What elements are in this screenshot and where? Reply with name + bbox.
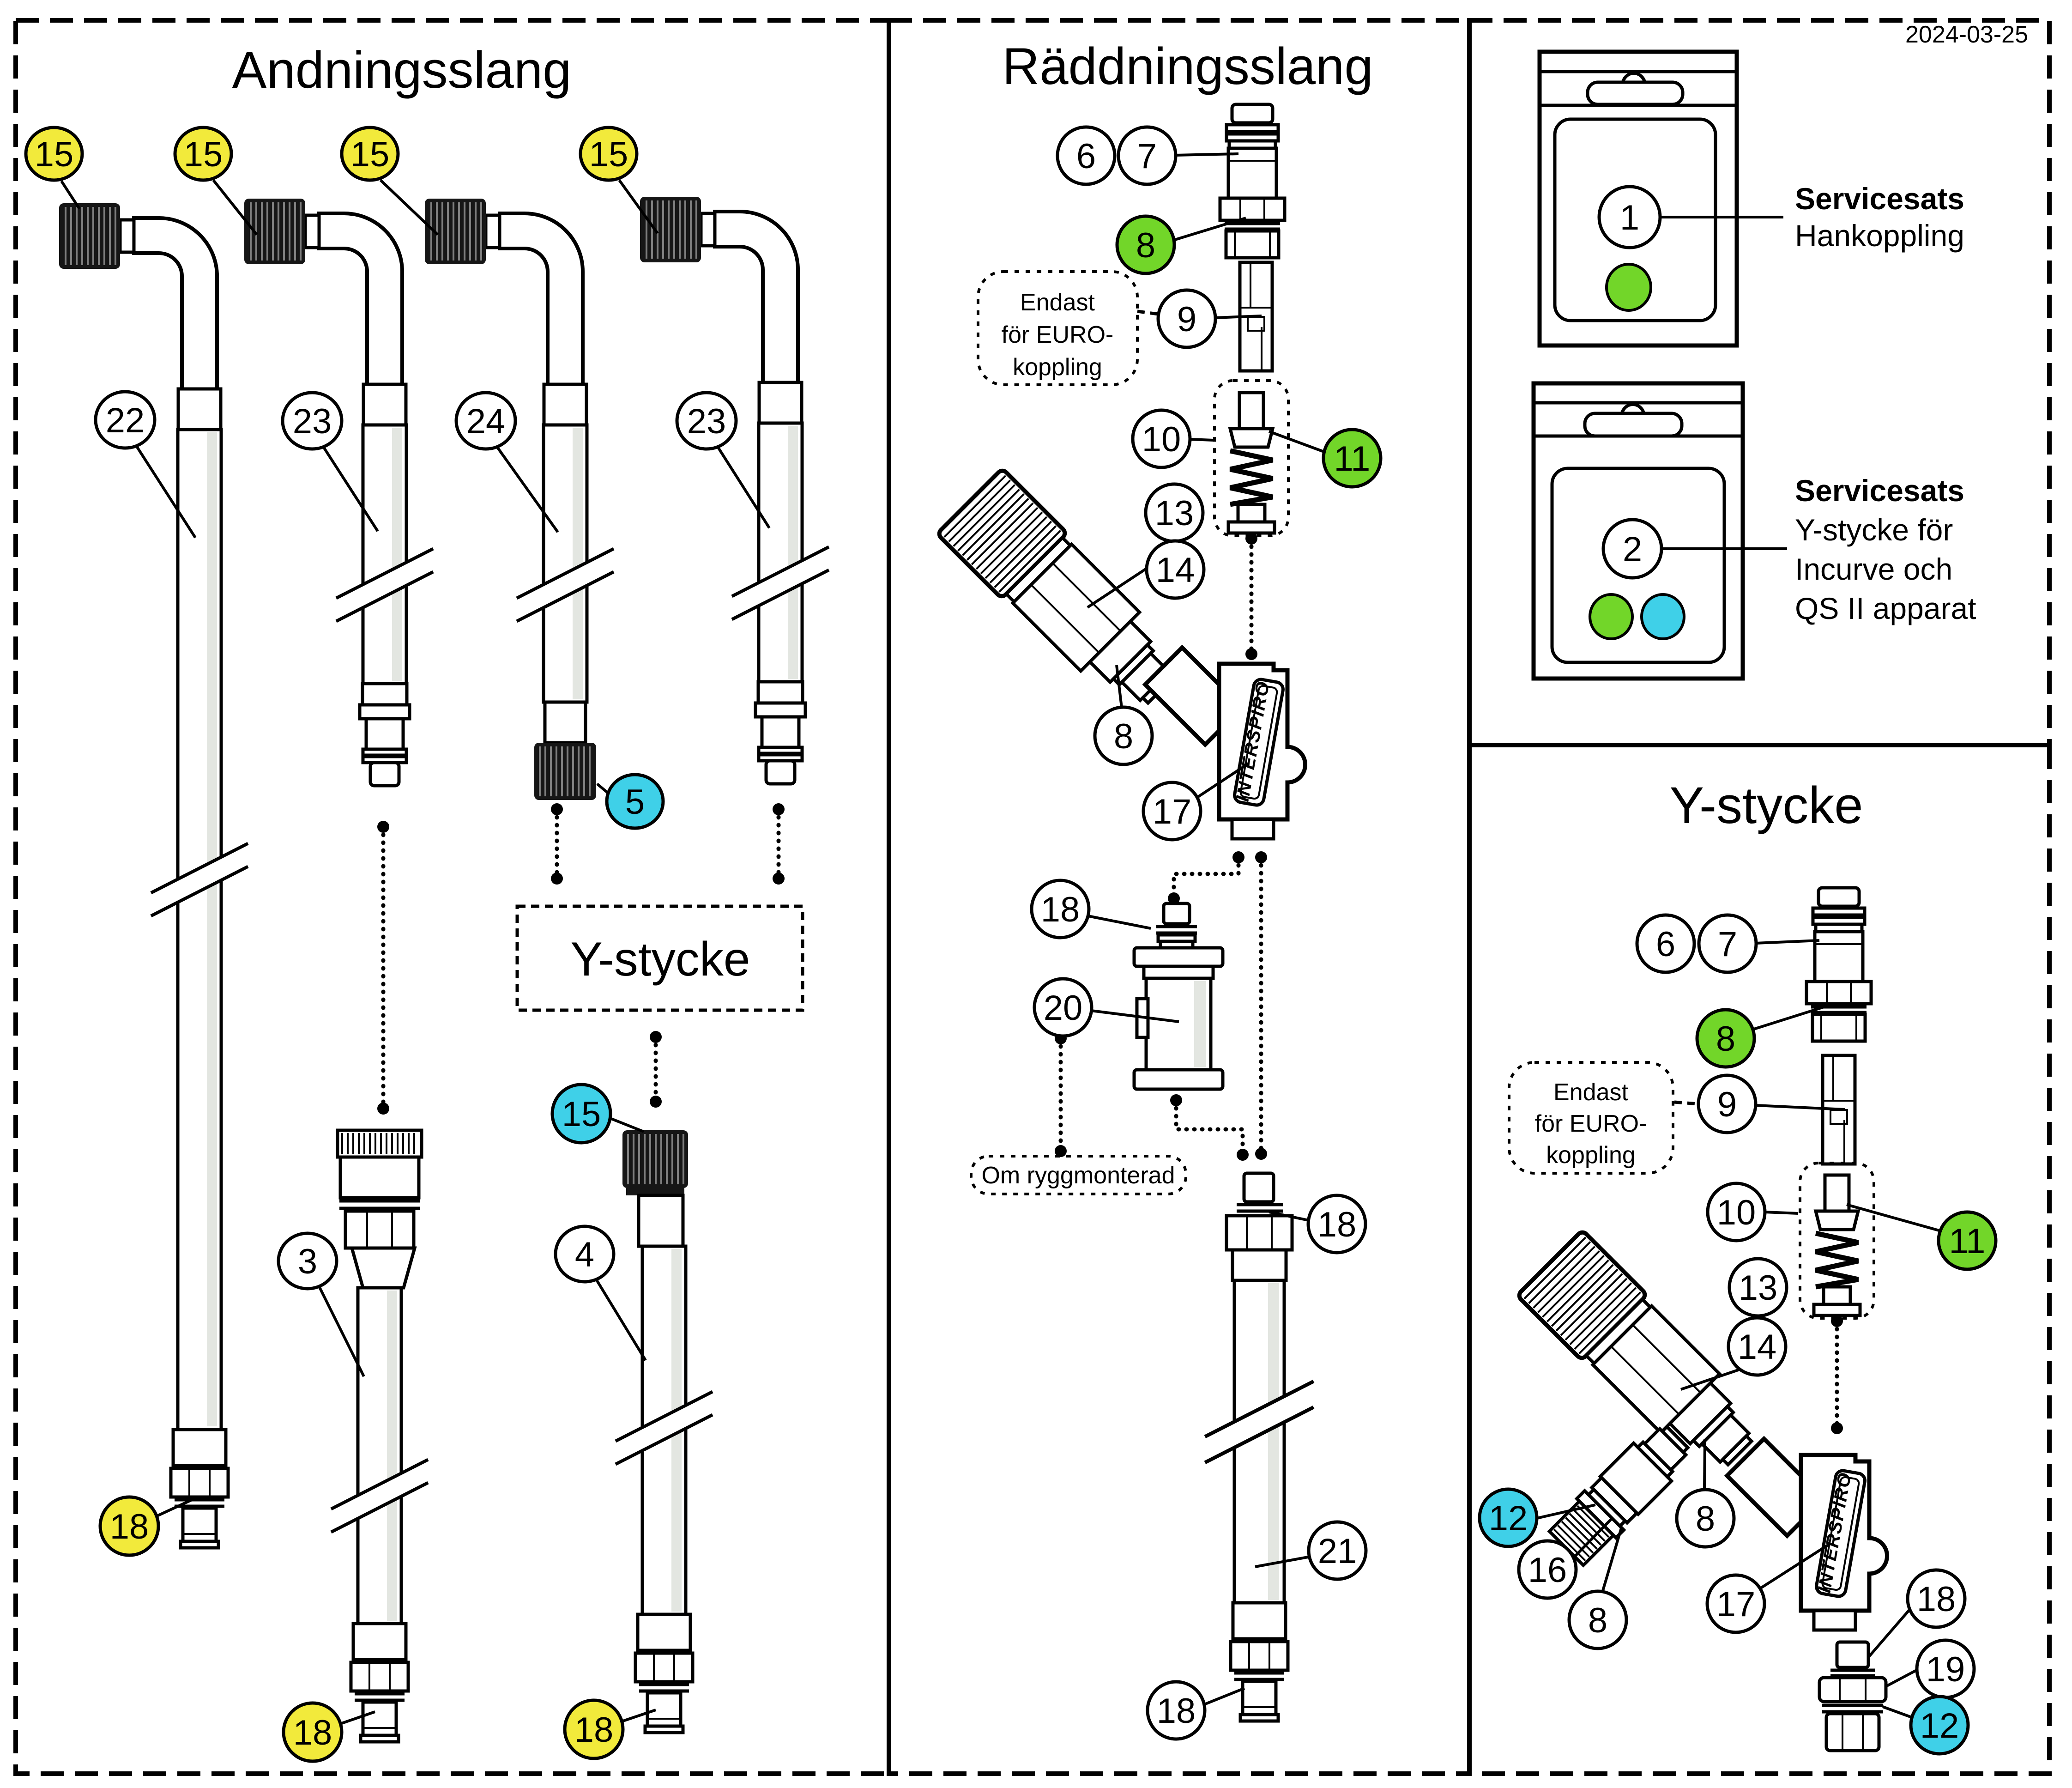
svg-text:18: 18 [574, 1710, 614, 1750]
euro-note-right-line3: koppling [1546, 1142, 1636, 1169]
svg-text:19: 19 [1926, 1650, 1965, 1689]
callout-21 [1309, 1522, 1366, 1579]
svg-text:10: 10 [1142, 420, 1181, 459]
svg-text:21: 21 [1317, 1532, 1357, 1571]
svg-text:11: 11 [1334, 439, 1371, 479]
svg-text:7: 7 [1717, 925, 1738, 964]
back-mounted-note-box [971, 1156, 1186, 1194]
svg-text:8: 8 [1588, 1601, 1608, 1640]
svg-text:8: 8 [1695, 1499, 1716, 1539]
callout-17 [1707, 1575, 1764, 1632]
callout-11 [1939, 1212, 1996, 1269]
callout-15 [580, 127, 637, 180]
female-coupling-3-assembly [331, 1130, 428, 1742]
svg-text:10: 10 [1716, 1193, 1756, 1232]
svg-text:15: 15 [34, 135, 74, 174]
kit-2-line1: Y-stycke för [1795, 513, 1953, 547]
callout-9 [1158, 290, 1215, 347]
euro-note-right-line2: för EURO- [1534, 1110, 1647, 1137]
svg-text:9: 9 [1717, 1085, 1737, 1124]
breathing-hose-23-left [244, 199, 433, 786]
breathing-hose-22 [59, 203, 248, 1548]
panel-servicekits [1534, 52, 1976, 679]
svg-text:18: 18 [109, 1507, 149, 1546]
port-fitting-18-19-12 [1819, 1642, 1886, 1751]
svg-text:9: 9 [1177, 300, 1197, 339]
panel-title-raddningsslang: Räddningsslang [1002, 37, 1373, 95]
callout-15 [175, 127, 231, 180]
service-kit-2-package [1534, 383, 1743, 679]
date-label: 2024-03-25 [1905, 21, 2028, 48]
brand-label-right: INTERSPIRO [1814, 1470, 1855, 1594]
panel-raddningsslang [937, 37, 1373, 1721]
callout-18 [284, 1703, 342, 1761]
callout-7 [1118, 127, 1176, 184]
kit-1-line1: Hankoppling [1795, 218, 1964, 253]
male-nipple-assembly [1220, 104, 1285, 258]
svg-text:24: 24 [466, 402, 506, 441]
callout-8 [1117, 216, 1174, 273]
service-kit-1-package [1540, 52, 1737, 345]
euro-note-box-middle [978, 272, 1158, 385]
y-connector-box-label: Y-stycke [570, 933, 750, 986]
callout-17 [1143, 782, 1201, 840]
svg-text:20: 20 [1043, 988, 1083, 1028]
breathing-hose-24 [425, 199, 614, 800]
callout-13 [1729, 1259, 1787, 1316]
svg-text:15: 15 [350, 135, 390, 174]
valve-spring-assembly-right [1800, 1163, 1874, 1318]
callout-14 [1147, 541, 1204, 598]
panel-title-andningsslang: Andningsslang [232, 41, 572, 99]
kit-2-line2: Incurve och [1795, 552, 1953, 586]
callout-22 [96, 392, 155, 448]
panel-ystycke [1509, 776, 1887, 1751]
kit-2-line3: QS II apparat [1795, 591, 1976, 625]
callout-24 [456, 393, 515, 449]
male-nipple-assembly-right [1806, 888, 1871, 1041]
svg-text:11: 11 [1949, 1222, 1986, 1261]
svg-text:12: 12 [1920, 1706, 1959, 1746]
callouts [26, 127, 1996, 1761]
callout-19 [1917, 1640, 1974, 1697]
callout-7 [1699, 915, 1756, 972]
callout-23 [677, 393, 736, 449]
callout-8 [1697, 1010, 1754, 1067]
svg-text:16: 16 [1528, 1551, 1567, 1590]
callout-9 [1698, 1075, 1756, 1133]
euro-note-box-right [1509, 1062, 1698, 1173]
callout-18 [1908, 1570, 1965, 1627]
svg-text:5: 5 [625, 782, 645, 822]
svg-text:14: 14 [1737, 1327, 1777, 1367]
svg-text:8: 8 [1136, 226, 1156, 265]
euro-note-line1: Endast [1020, 289, 1095, 316]
kit-1-title: Servicesats [1795, 182, 1964, 216]
svg-text:13: 13 [1154, 494, 1194, 533]
callout-8 [1569, 1591, 1626, 1649]
callout-6 [1637, 915, 1694, 972]
callout-18 [100, 1497, 158, 1555]
valve-spring-assembly [1214, 381, 1288, 536]
callout-11 [1323, 430, 1381, 487]
svg-text:17: 17 [1716, 1585, 1756, 1624]
brand-label: INTERSPIRO [1232, 679, 1274, 803]
svg-text:17: 17 [1152, 792, 1192, 831]
svg-text:18: 18 [293, 1713, 332, 1752]
callout-18 [1148, 1682, 1205, 1739]
euro-note-line2: för EURO- [1001, 321, 1114, 348]
svg-text:4: 4 [574, 1235, 595, 1274]
kit-1-number: 1 [1619, 198, 1640, 237]
euro-note-right-line1: Endast [1553, 1079, 1628, 1106]
callout-18 [1032, 880, 1089, 938]
svg-text:3: 3 [297, 1242, 318, 1281]
svg-text:6: 6 [1655, 925, 1676, 964]
callout-18 [1308, 1195, 1365, 1253]
callout-18 [565, 1700, 623, 1758]
callout-12 [1480, 1489, 1537, 1546]
svg-text:23: 23 [292, 402, 332, 441]
svg-text:14: 14 [1155, 551, 1195, 590]
callout-16 [1519, 1541, 1576, 1598]
assembly-connectors-right [1831, 1315, 1843, 1434]
hose-4-assembly [616, 1130, 713, 1733]
svg-text:18: 18 [1916, 1580, 1956, 1619]
svg-text:8: 8 [1113, 717, 1134, 756]
breathing-hose-23-right [640, 197, 829, 784]
svg-text:15: 15 [562, 1095, 601, 1134]
callout-5 [607, 775, 663, 828]
callout-13 [1146, 484, 1203, 541]
coupling-nut-5 [534, 743, 596, 800]
back-mounted-note-label: Om ryggmonterad [981, 1162, 1175, 1189]
svg-text:18: 18 [1040, 890, 1080, 929]
rescue-hose-21 [1205, 1173, 1313, 1721]
kit-2-number: 2 [1622, 530, 1643, 569]
svg-text:18: 18 [1156, 1691, 1196, 1731]
kit-2-green-dot [1590, 594, 1632, 639]
svg-text:18: 18 [1317, 1205, 1357, 1244]
svg-text:22: 22 [105, 401, 145, 440]
panel-andningsslang [59, 41, 829, 1742]
adapter-18-20-assembly [1134, 903, 1223, 1089]
callout-15 [342, 127, 398, 180]
callout-10 [1133, 410, 1190, 467]
callout-12 [1911, 1697, 1968, 1754]
svg-text:12: 12 [1488, 1499, 1528, 1538]
panel-title-ystycke: Y-stycke [1669, 776, 1863, 834]
callout-6 [1057, 127, 1115, 184]
kit-2-cyan-dot [1642, 594, 1684, 639]
svg-text:13: 13 [1738, 1268, 1778, 1308]
adapter-12-16 [1547, 1418, 1697, 1568]
callout-8 [1677, 1490, 1734, 1547]
svg-text:15: 15 [589, 135, 628, 174]
callout-20 [1034, 979, 1092, 1036]
callout-10 [1708, 1183, 1765, 1241]
callout-23 [283, 393, 342, 449]
callout-3 [278, 1233, 337, 1289]
kit-1-green-dot [1607, 264, 1651, 310]
callout-15 [26, 127, 82, 180]
svg-text:23: 23 [687, 402, 726, 441]
kit-2-title: Servicesats [1795, 473, 1964, 508]
callout-14 [1728, 1318, 1786, 1375]
svg-text:8: 8 [1716, 1019, 1736, 1059]
svg-text:6: 6 [1076, 137, 1096, 176]
svg-text:7: 7 [1137, 137, 1157, 176]
svg-text:15: 15 [183, 135, 223, 174]
y-connector-box [517, 906, 803, 1010]
callout-8 [1095, 707, 1152, 764]
euro-note-line3: koppling [1013, 354, 1102, 381]
callout-15 [552, 1085, 610, 1143]
callout-4 [556, 1226, 614, 1282]
